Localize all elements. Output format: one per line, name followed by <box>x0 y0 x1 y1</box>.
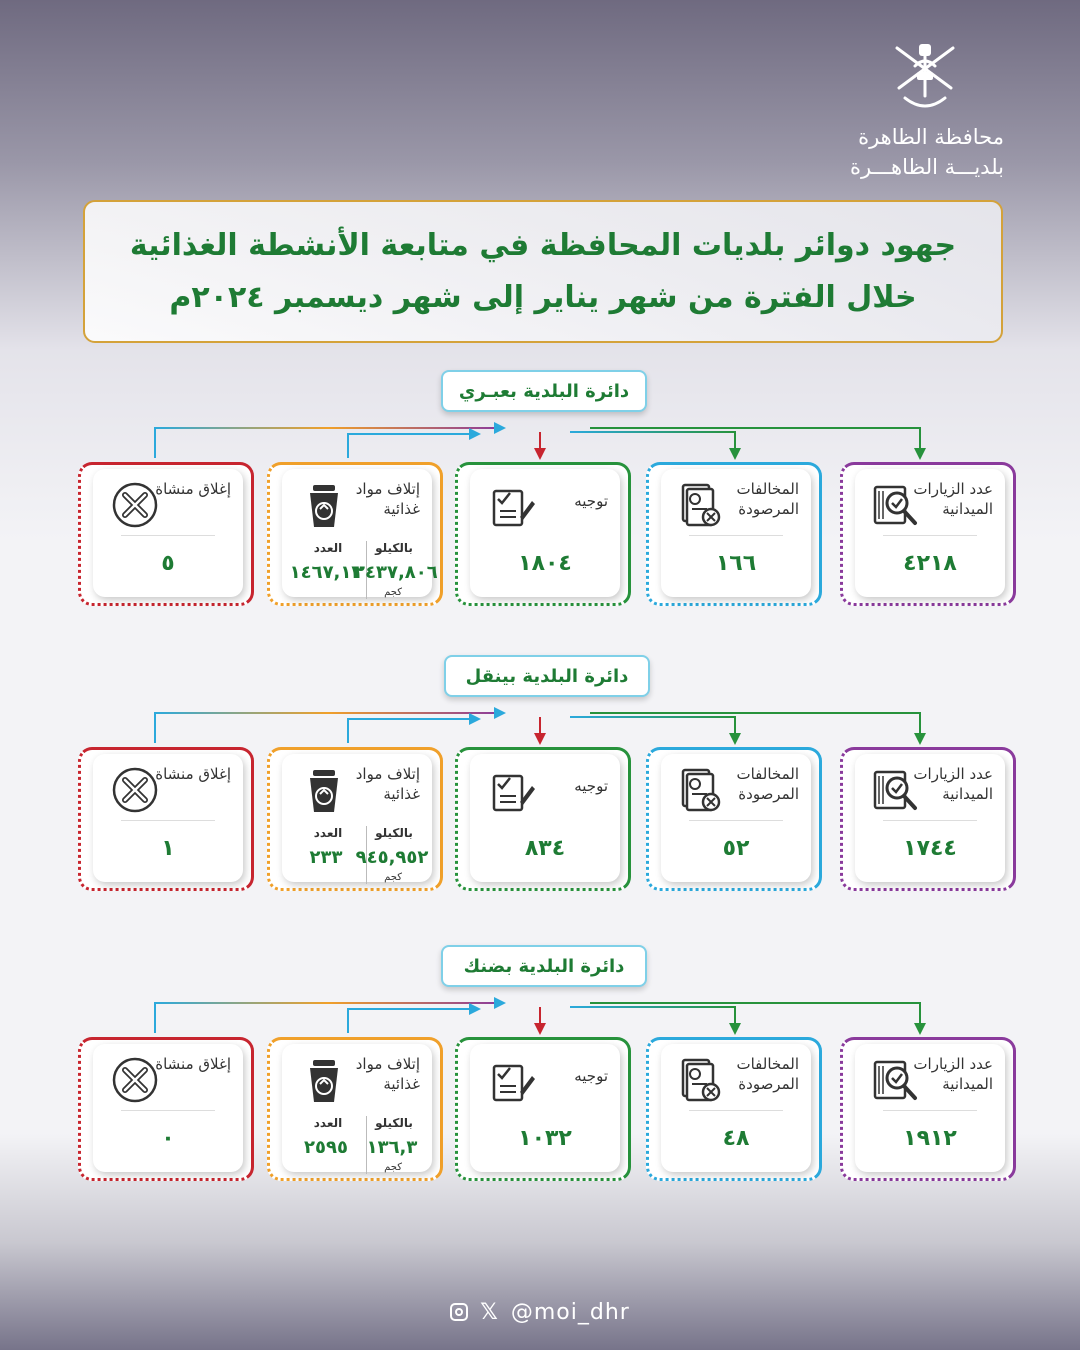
close-label: إغلاق منشاة <box>155 480 231 498</box>
guidance-value: ١٠٣٢ <box>518 1126 572 1151</box>
close-x-icon <box>109 481 161 529</box>
organization-name <box>850 122 1004 182</box>
visits-value: ٤٢١٨ <box>903 551 957 576</box>
section-title <box>441 945 647 987</box>
by-kilo-header: بالكيلو <box>375 541 413 555</box>
visits-value: ١٩١٢ <box>903 1126 957 1151</box>
close-label: إغلاق منشاة <box>155 1055 231 1073</box>
checklist-pen-icon <box>486 1056 538 1104</box>
visits-value: ١٧٤٤ <box>903 836 957 861</box>
section-title-text: دائرة البلدية بينقل <box>465 665 629 687</box>
violations-value: ٥٢ <box>722 836 750 861</box>
card-food-destruction <box>267 747 443 891</box>
violations-value: ١٦٦ <box>715 551 757 576</box>
visits-label: عدد الزيارات الميدانية <box>913 765 993 803</box>
kg-unit: كجم <box>384 587 402 598</box>
card-guidance <box>455 1037 631 1181</box>
title-line-1: جهود دوائر بلديات المحافظة في متابعة الأنشطة الغذائية <box>129 227 957 263</box>
governorate-name: محافظة الظاهرة <box>858 125 1004 149</box>
destroy-kilo-value: ٢٤٣٧,٨٠٦ <box>354 562 438 583</box>
violation-document-icon <box>677 766 729 814</box>
destroy-count-value: ٢٣٣ <box>309 847 343 868</box>
municipality-section <box>0 655 1080 905</box>
closures-value: ٥ <box>161 551 175 576</box>
checklist-pen-icon <box>486 481 538 529</box>
card-facility-closure <box>78 1037 254 1181</box>
section-title-text: دائرة البلدية بضنك <box>463 955 625 977</box>
card-violations <box>646 462 822 606</box>
by-kilo-header: بالكيلو <box>375 826 413 840</box>
guidance-label: توجيه <box>574 777 608 795</box>
municipality-section <box>0 370 1080 620</box>
count-header: العدد <box>313 541 343 555</box>
violations-value: ٤٨ <box>722 1126 750 1151</box>
title-line-2: خلال الفترة من شهر يناير إلى شهر ديسمبر ٢٠٢٤م <box>169 279 917 315</box>
trash-bin-icon <box>298 481 350 529</box>
close-x-icon <box>109 766 161 814</box>
visits-label: عدد الزيارات الميدانية <box>913 480 993 518</box>
close-x-icon <box>109 1056 161 1104</box>
connector-arrows <box>0 695 1080 755</box>
inspection-magnifier-icon <box>871 481 923 529</box>
card-guidance <box>455 747 631 891</box>
section-title <box>444 655 650 697</box>
main-title-box <box>83 200 1003 343</box>
guidance-label: توجيه <box>574 1067 608 1085</box>
destroy-count-value: ١٤٦٧,١٣ <box>289 562 363 583</box>
social-handle[interactable]: @moi_dhr <box>510 1300 630 1325</box>
count-header: العدد <box>313 1116 343 1130</box>
destroy-label: إتلاف مواد غذائية <box>355 1055 420 1093</box>
instagram-icon <box>450 1303 468 1321</box>
card-field-visits <box>840 462 1016 606</box>
violation-document-icon <box>677 481 729 529</box>
violations-label: المخالفات المرصودة <box>736 480 799 518</box>
count-header: العدد <box>313 826 343 840</box>
guidance-value: ٨٣٤ <box>524 836 566 861</box>
connector-arrows <box>0 985 1080 1045</box>
card-food-destruction <box>267 462 443 606</box>
closures-value: ٠ <box>161 1126 175 1151</box>
card-facility-closure <box>78 462 254 606</box>
x-icon: 𝕏 <box>480 1300 499 1325</box>
trash-bin-icon <box>298 1056 350 1104</box>
kg-unit: كجم <box>384 1162 402 1173</box>
municipality-name: بلديـــة الظاهـــرة <box>849 155 1004 179</box>
checklist-pen-icon <box>486 766 538 814</box>
violations-label: المخالفات المرصودة <box>736 1055 799 1093</box>
kg-unit: كجم <box>384 872 402 883</box>
section-title <box>441 370 647 412</box>
close-label: إغلاق منشاة <box>155 765 231 783</box>
by-kilo-header: بالكيلو <box>375 1116 413 1130</box>
destroy-kilo-value: ١٣٦,٣ <box>366 1137 418 1158</box>
section-title-text: دائرة البلدية بعبـري <box>458 380 630 402</box>
inspection-magnifier-icon <box>871 766 923 814</box>
card-field-visits <box>840 747 1016 891</box>
visits-label: عدد الزيارات الميدانية <box>913 1055 993 1093</box>
closures-value: ١ <box>161 836 175 861</box>
card-field-visits <box>840 1037 1016 1181</box>
card-guidance <box>455 462 631 606</box>
destroy-count-value: ٢٥٩٥ <box>304 1137 348 1158</box>
destroy-label: إتلاف مواد غذائية <box>355 480 420 518</box>
card-violations <box>646 747 822 891</box>
oman-emblem-logo <box>885 36 965 116</box>
card-facility-closure <box>78 747 254 891</box>
destroy-kilo-value: ٩٤٥,٩٥٢ <box>355 847 429 868</box>
violations-label: المخالفات المرصودة <box>736 765 799 803</box>
guidance-value: ١٨٠٤ <box>518 551 572 576</box>
inspection-magnifier-icon <box>871 1056 923 1104</box>
trash-bin-icon <box>298 766 350 814</box>
card-violations <box>646 1037 822 1181</box>
destroy-label: إتلاف مواد غذائية <box>355 765 420 803</box>
card-food-destruction <box>267 1037 443 1181</box>
violation-document-icon <box>677 1056 729 1104</box>
guidance-label: توجيه <box>574 492 608 510</box>
municipality-section <box>0 945 1080 1195</box>
connector-arrows <box>0 410 1080 470</box>
social-footer <box>0 1300 1080 1325</box>
